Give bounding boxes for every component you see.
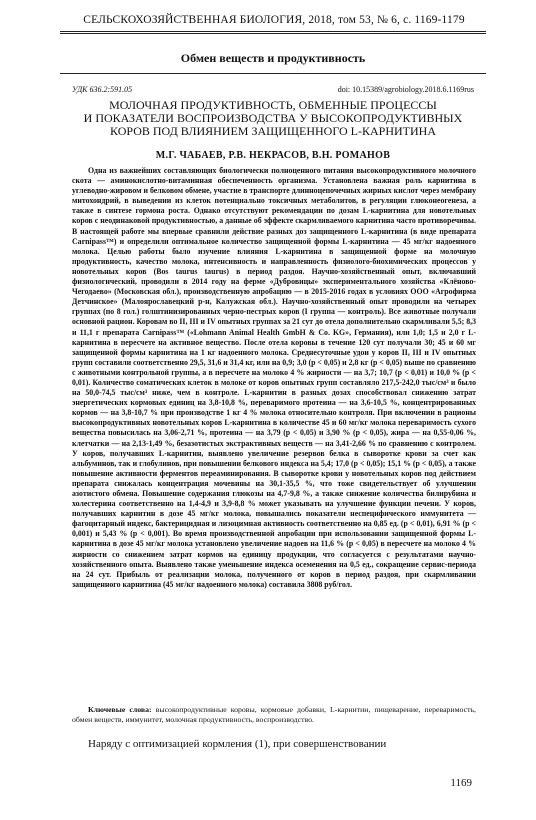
running-head: СЕЛЬСКОХОЗЯЙСТВЕННАЯ БИОЛОГИЯ, 2018, том 53, № 6, с. 1169-1179: [83, 14, 465, 26]
authors: М.Г. ЧАБАЕВ, Р.В. НЕКРАСОВ, В.Н. РОМАНОВ: [155, 150, 391, 161]
doi-link[interactable]: doi: 10.15389/agrobiology.2018.6.1169rus: [337, 85, 474, 94]
keywords-text: высокопродуктивные коровы, кормовые добавки, L-карнитин, пищеварение, переваримость, обмен веществ, иммунитет, молочная продуктивность, воспроизводство.: [72, 705, 477, 725]
section-rule: [60, 73, 486, 74]
article-title-line-2: И ПОКАЗАТЕЛИ ВОСПРОИЗВОДСТВА У ВЫСОКОПРОДУКТИВНЫХ: [83, 111, 463, 125]
abstract: [72, 166, 476, 590]
page-number: 1169: [450, 777, 472, 789]
article-title-line-3: КОРОВ ПОД ВЛИЯНИЕМ ЗАЩИЩЕННОГО L-КАРНИТИНА: [110, 124, 436, 138]
header-rule-bottom: [60, 33, 486, 34]
body-paragraph-start: Наряду с оптимизацией кормления (1), при совершенствовании: [88, 738, 387, 750]
abstract-text: Одна из важнейших составляющих биологически полноценного питания высокопродуктивного молочного скота — аминокислотно-витаминная обеспеченность организма. Установлена важная роль карнитина в углеводно-жировом и белковом обмене, участие в транспорте длинноцепочечных жирных кислот через мембрану митохондрий, в выведении из клеток потенциально токсичных метаболитов, в регуляции глюконеогенеза, а также в синтезе гормона роста. Однако отсутствуют рекомендации по дозам L-карнитина для новотельных коров с неодинаковой продуктивностью, а данные об эффекте скармливаемого карнитина часто противоречивы. В настоящей работе мы впервые сравнили действие разных доз защищенного L-карнитина (в виде препарата Carnipass™) и определили оптимальное количество защищенной формы L-карнитина — 45 мг/кг надоенного молока. Целью работы было изучение влияния L-карнитина в защищенной форме на молочную продуктивность, качество молока, интенсивность и направленность физиолого-биохимических процессов у новотельных коров (Bos taurus taurus) в период раздоя. Научно-хозяйственный опыт, включавший физиологический, проводили в 2014 году на ферме «Дубровицы» экспериментального хозяйства «Клёново-Чегодаево» (Московская обл.), производственную апробацию — в 2015-2016 годах в условиях ООО «Агрофирма Детчинское» (Малоярославецкий р-н, Калужская обл.). Научно-хозяйственный опыт проводили на четырех группах (по 8 гол.) голштинизированных черно-пестрых коров (I группа — контроль). Все животные получали основной рацион. Коровам во II, III и IV опытных группах за 21 сут до отела дополнительно скармливали 5,5; 8,3 и 11,1 г препарата Carnipass™ («Lohmann Animal Health GmbH & Co. KG», Германия), или 1,0; 1,5 и 2,0 г L-карнитина в пересчете на активное вещество. После отела коровы в течение 120 сут получали 30; 45 и 60 мг защищенной формы карнитина на 1 кг надоенного молока. Среднесуточные удои у коров II, III и IV опытных групп составили соответственно 29,5, 31,6 и 31,4 кг, или на 0,9; 3,0 (p < 0,05) и 2,8 кг (p < 0,05) выше по сравнению с животными контрольной группы, а в пересчете на молоко 4 % жирности — на 3,7; 10,7 (p < 0,01) и 10,0 % (p < 0,01). Количество соматических клеток в молоке от коров опытных групп составляло 217,5-242,0 тыс/см³ и было на 50,0-74,5 тыс/см³ ниже, чем в контроле. L-карнитин в разных дозах способствовал снижению затрат энергетических кормовых единиц на 3,8-10,8 %, переваримого протеина — на 3,6-10,5 %, концентрированных кормов — на 3,8-10,7 % при производстве 1 кг 4 % молока относительно контроля. При включении в рационы высокопродуктивных новотельных коров L-карнитина в количестве 45 и 60 мг/кг молока переваримость сухого вещества повысилась на 3,06-2,71 %, протеина — на 3,79 (p < 0,05) и 3,90 % (p < 0,05), жира — на 0,55-0,06 %, клетчатки — на 2,13-1,49 %, безазотистых экстрактивных веществ — на 3,41-2,66 % по сравнению с контролем. У коров, получавших L-карнитин, выявлено увеличение резервов белка в сыворотке крови за счет как альбуминов, так и глобулинов, при повышении белкового индекса на 5,4; 17,0 (p < 0,05); 15,1 % (p < 0,05), а также повышение активности ферментов переаминирования. В сыворотке крови у новотельных коров под действием препарата снижалась концентрация мочевины на 30,1-35,5 %, что тоже свидетельствует об улучшении азотистого обмена. Повышение содержания глюкозы на 4,7-9,8 %, а также снижение количества билирубина и холестерина соответственно на 1,4-4,9 и 3,9-8,8 % может указывать на улучшение функции печени. У коров, получавших карнитин в дозе 45 мг/кг молока, повышались показатели неспецифического иммунитета — фагоцитарный индекс, бактерицидная и лизоцимная активность соответственно на 0,85 ед. (p < 0,01), 6,91 % (p < 0,001) и 5,43 % (p < 0,001). Во время производственной апробации при использовании защищенной формы L-карнитина в дозе 45 мг/кг молока установлено увеличение надоев на 11,6 % (p < 0,05) в пересчете на молоко 4 % жирности со снижением затрат кормов на единицу продукции, что согласуется с результатами научно-хозяйственного опыта. Выявлено также уменьшение индекса осеменения на 0,5 ед., сокращение сервис-периода на 24 сут. Прибыль от реализации молока, полученного от коров в период раздоя, при скармливании защищенного карнитина (45 мг/кг надоенного молока) составила 3808 руб/гол.: [72, 166, 476, 589]
keywords: [72, 705, 476, 725]
keywords-label: Ключевые слова:: [88, 705, 152, 714]
header-rule-top: [60, 31, 486, 32]
article-title: [60, 99, 486, 138]
section-title: Обмен веществ и продуктивность: [180, 51, 366, 65]
udc-code: УДК 636.2:591.05: [72, 85, 133, 94]
article-title-line-1: МОЛОЧНАЯ ПРОДУКТИВНОСТЬ, ОБМЕННЫЕ ПРОЦЕССЫ: [109, 98, 437, 112]
